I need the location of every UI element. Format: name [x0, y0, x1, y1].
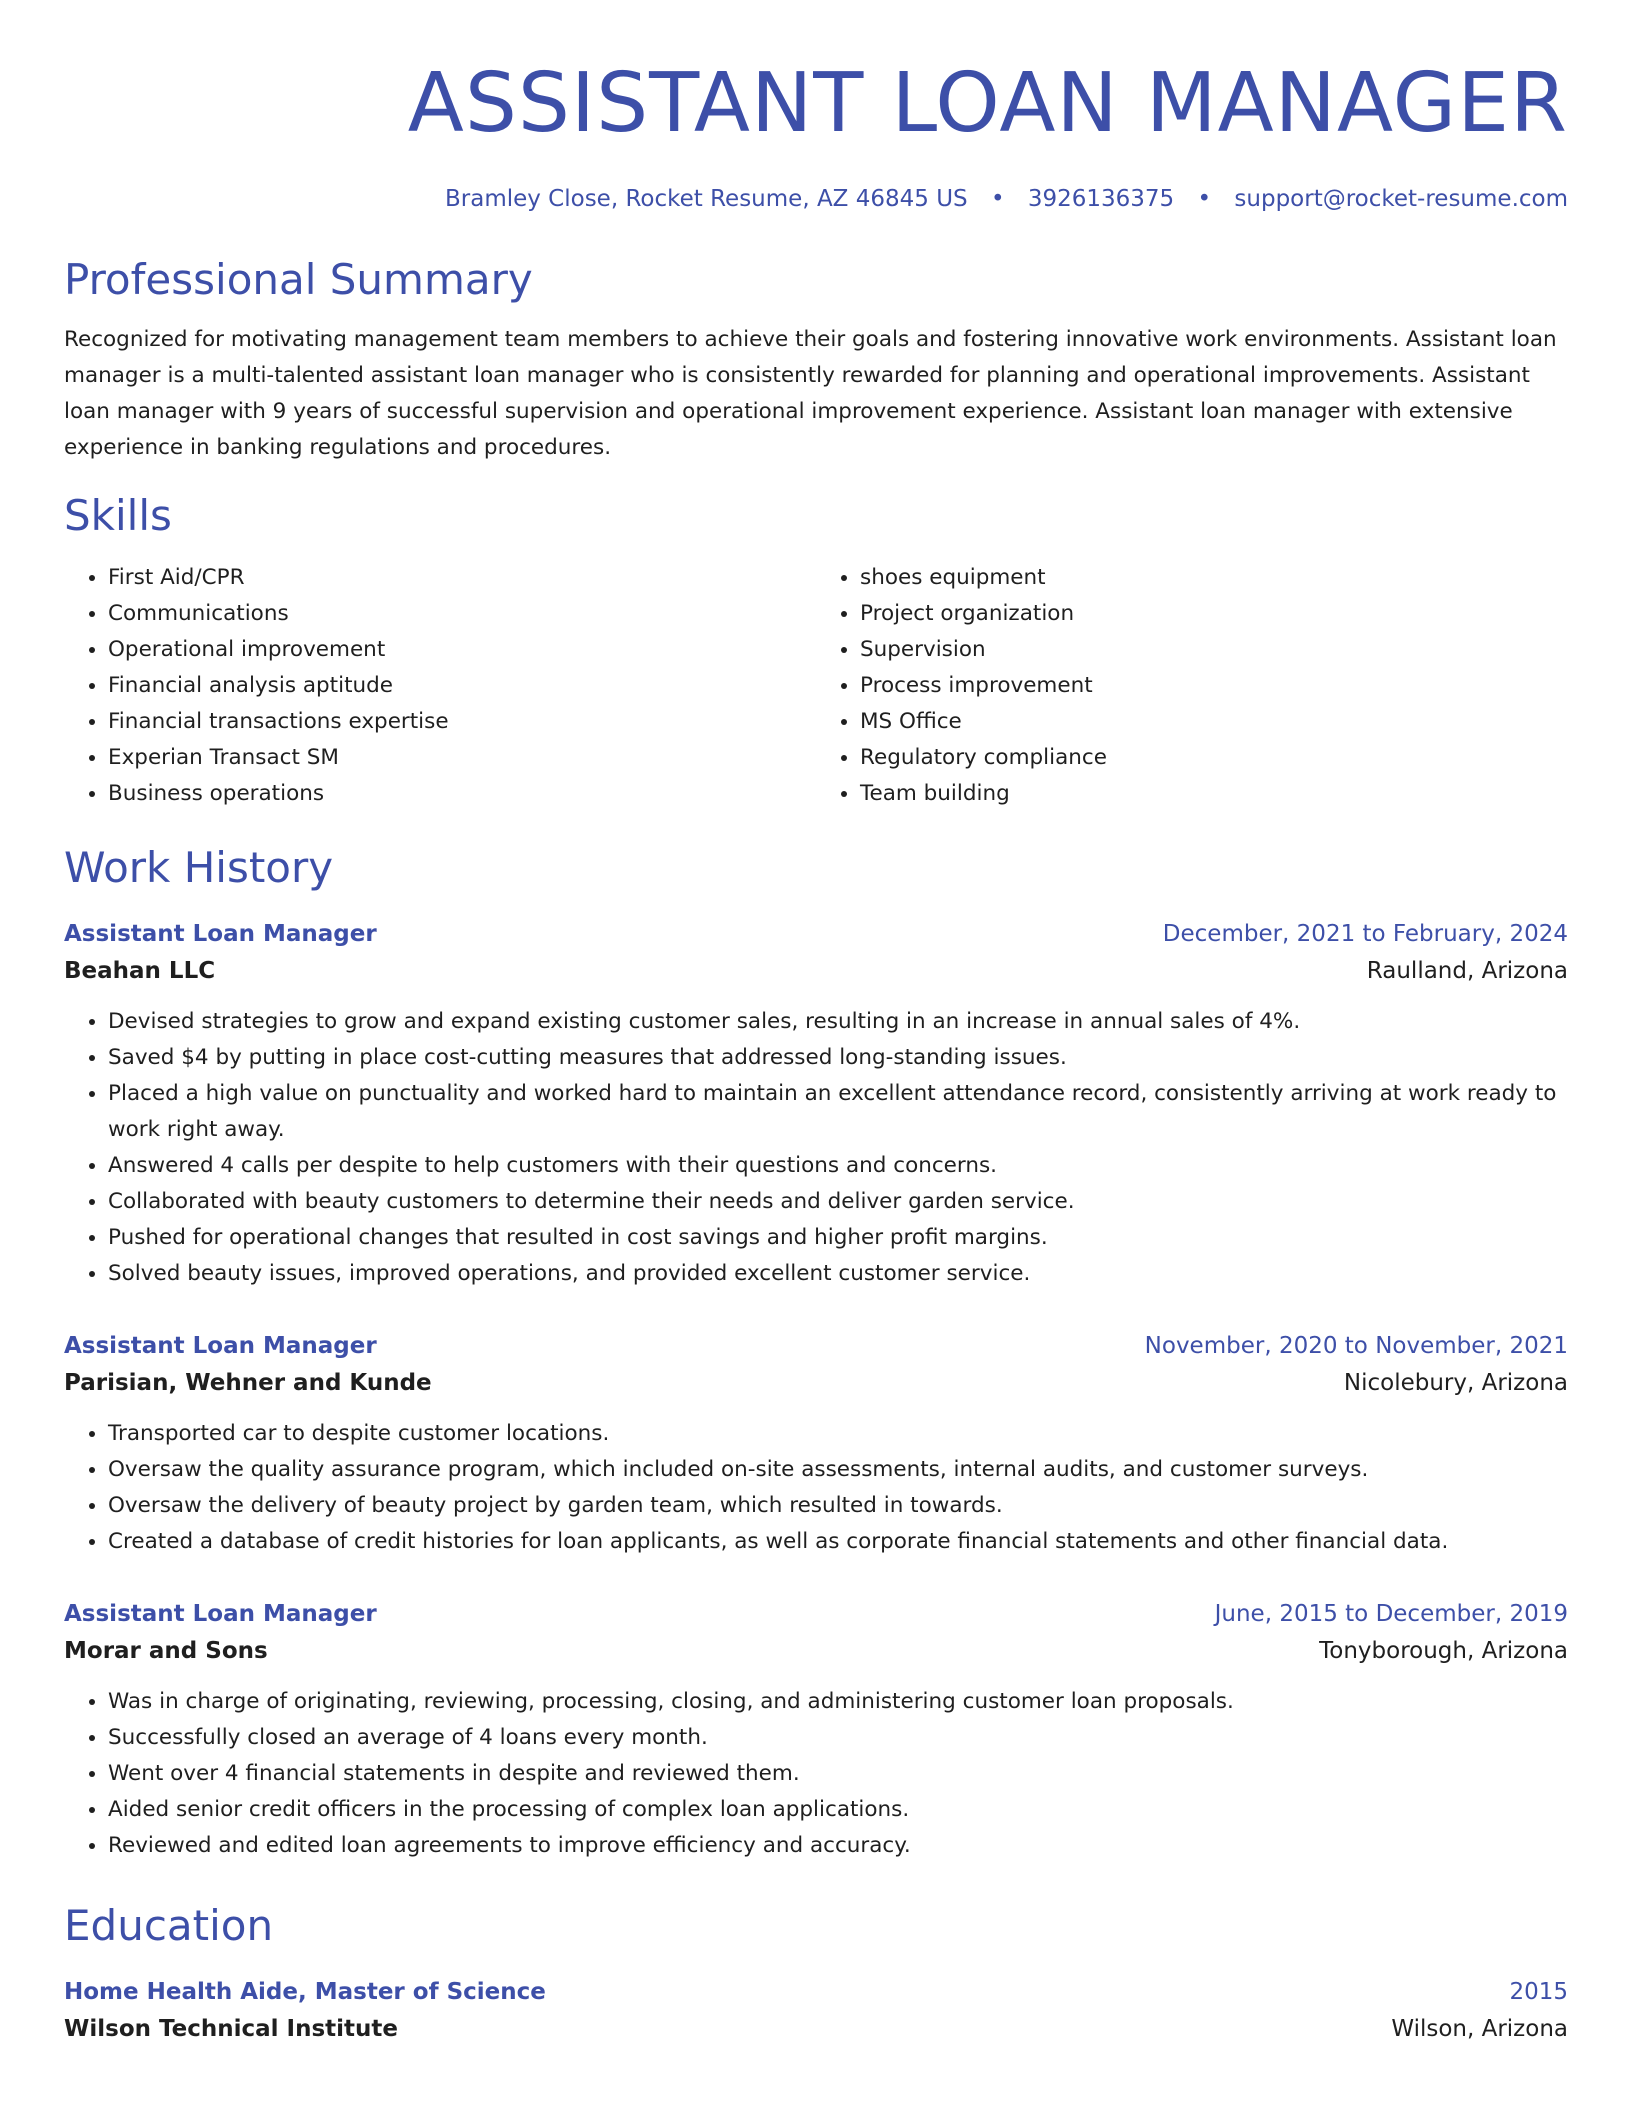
job-entry — [64, 1328, 1568, 1560]
job-subheader — [64, 1632, 1568, 1670]
skill-item: • First Aid/CPR — [108, 560, 816, 596]
skill-item: • Supervision — [860, 632, 1568, 668]
job-bullet: • Oversaw the delivery of beauty project by garden team, which resulted in towards. — [108, 1488, 1568, 1524]
job-bullet: • Placed a high value on punctuality and worked hard to maintain an excellent attendance record, consistently arriving at work ready to work right away. — [108, 1076, 1568, 1148]
contact-separator: • — [1197, 186, 1212, 212]
job-bullet: • Was in charge of originating, reviewing, processing, closing, and administering customer loan proposals. — [108, 1684, 1568, 1720]
contact-address: Bramley Close, Rocket Resume, AZ 46845 US — [444, 186, 968, 212]
job-bullet: • Answered 4 calls per despite to help customers with their questions and concerns. — [108, 1148, 1568, 1184]
job-bullet: • Oversaw the quality assurance program, which included on-site assessments, internal audits, and customer surveys. — [108, 1452, 1568, 1488]
job-subheader — [64, 952, 1568, 990]
skill-item: • Regulatory compliance — [860, 740, 1568, 776]
job-location: Tonyborough, Arizona — [1319, 1638, 1568, 1664]
skill-item: • Financial analysis aptitude — [108, 668, 816, 704]
job-company: Parisian, Wehner and Kunde — [64, 1370, 432, 1396]
job-bullets — [64, 1684, 1568, 1864]
job-bullet: • Went over 4 financial statements in despite and reviewed them. — [108, 1756, 1568, 1792]
job-bullet: • Saved $4 by putting in place cost-cutting measures that addressed long-standing issues. — [108, 1040, 1568, 1076]
job-bullet: • Solved beauty issues, improved operations, and provided excellent customer service. — [108, 1256, 1568, 1292]
job-bullet: • Transported car to despite customer locations. — [108, 1416, 1568, 1452]
job-title: Assistant Loan Manager — [64, 921, 377, 947]
skills-heading: Skills — [64, 491, 172, 540]
job-header — [64, 1328, 1568, 1364]
job-title: Assistant Loan Manager — [64, 1333, 377, 1359]
job-header — [64, 916, 1568, 952]
education-heading: Education — [64, 1901, 274, 1950]
education-location: Wilson, Arizona — [1391, 2016, 1568, 2042]
job-dates: June, 2015 to December, 2019 — [1214, 1601, 1568, 1627]
skill-item: • MS Office — [860, 704, 1568, 740]
job-entry — [64, 916, 1568, 1292]
skill-item: • Project organization — [860, 596, 1568, 632]
summary-text: Recognized for motivating management team members to achieve their goals and fostering innovative work environments. Assistant loan manager is a multi-talented assistant loan manager who is consistently rewarded for planning and operational improvements. Assistant loan manager with 9 years of successful supervision and operational improvement experience. Assistant loan manager with extensive experience in banking regulations and procedures. — [64, 327, 1557, 460]
summary-heading: Professional Summary — [64, 255, 533, 304]
job-company: Morar and Sons — [64, 1638, 268, 1664]
skill-item: • Operational improvement — [108, 632, 816, 668]
skill-item: • Business operations — [108, 776, 816, 812]
skill-item: • Team building — [860, 776, 1568, 812]
job-title: Assistant Loan Manager — [64, 1601, 377, 1627]
job-bullets — [64, 1004, 1568, 1292]
job-bullet: • Collaborated with beauty customers to determine their needs and deliver garden service. — [108, 1184, 1568, 1220]
resume-name: ASSISTANT LOAN MANAGER — [407, 56, 1568, 151]
job-entry — [64, 1596, 1568, 1864]
education-degree: Home Health Aide, Master of Science — [64, 1979, 546, 2005]
skill-item: • shoes equipment — [860, 560, 1568, 596]
job-bullet: • Successfully closed an average of 4 loans every month. — [108, 1720, 1568, 1756]
contact-line — [64, 184, 1568, 214]
job-bullet: • Devised strategies to grow and expand existing customer sales, resulting in an increase in annual sales of 4%. — [108, 1004, 1568, 1040]
job-location: Nicolebury, Arizona — [1343, 1370, 1568, 1396]
job-bullets — [64, 1416, 1568, 1560]
contact-separator: • — [990, 186, 1005, 212]
skills-column-right — [816, 560, 1568, 812]
education-entry — [64, 1974, 1568, 2048]
skills-list — [64, 560, 1568, 812]
contact-email: support@rocket-resume.com — [1234, 186, 1568, 212]
skill-item: • Communications — [108, 596, 816, 632]
job-bullet: • Pushed for operational changes that resulted in cost savings and higher profit margins. — [108, 1220, 1568, 1256]
skills-column-left — [64, 560, 816, 812]
skill-item: • Financial transactions expertise — [108, 704, 816, 740]
skill-item: • Experian Transact SM — [108, 740, 816, 776]
job-subheader — [64, 1364, 1568, 1402]
job-dates: November, 2020 to November, 2021 — [1144, 1333, 1568, 1359]
education-subheader — [64, 2010, 1568, 2048]
education-header — [64, 1974, 1568, 2010]
job-company: Beahan LLC — [64, 958, 216, 984]
job-bullet: • Aided senior credit officers in the processing of complex loan applications. — [108, 1792, 1568, 1828]
job-header — [64, 1596, 1568, 1632]
job-bullet: • Reviewed and edited loan agreements to improve efficiency and accuracy. — [108, 1828, 1568, 1864]
skill-item: • Process improvement — [860, 668, 1568, 704]
contact-phone: 3926136375 — [1027, 186, 1175, 212]
education-school: Wilson Technical Institute — [64, 2016, 399, 2042]
education-year: 2015 — [1509, 1979, 1568, 2005]
job-bullet: • Created a database of credit histories for loan applicants, as well as corporate financial statements and other financial data. — [108, 1524, 1568, 1560]
job-location: Raulland, Arizona — [1366, 958, 1568, 984]
job-dates: December, 2021 to February, 2024 — [1162, 921, 1568, 947]
work-history-heading: Work History — [64, 843, 334, 892]
